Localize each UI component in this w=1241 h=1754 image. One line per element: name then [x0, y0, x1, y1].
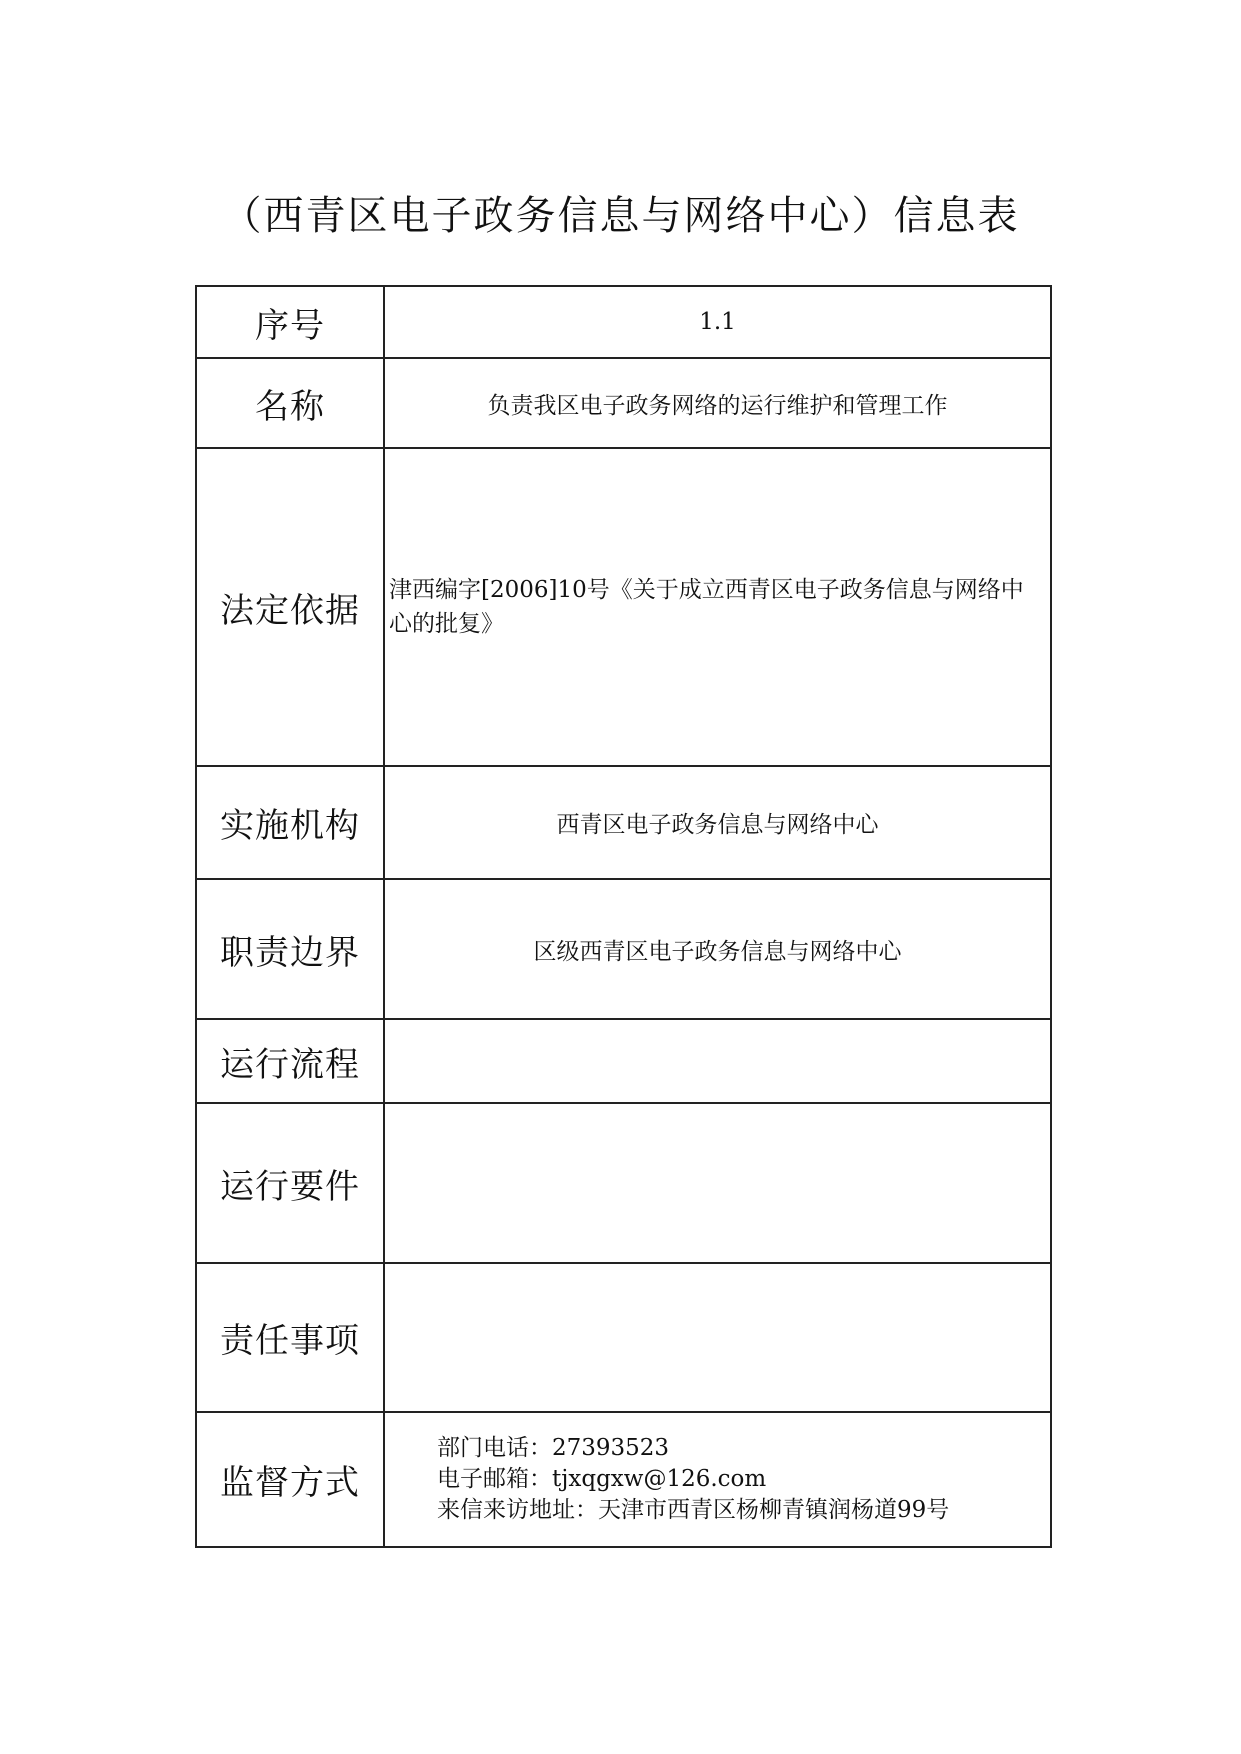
table-row-requirements	[196, 1103, 1051, 1263]
agency-value: 西青区电子政务信息与网络中心	[384, 766, 1051, 879]
table-row-name	[196, 358, 1051, 448]
info-table	[195, 285, 1052, 1548]
name-value: 负责我区电子政务网络的运行维护和管理工作	[384, 358, 1051, 448]
requirements-value	[384, 1103, 1051, 1263]
table-row-agency	[196, 766, 1051, 879]
table-row-legal-basis	[196, 448, 1051, 766]
process-value	[384, 1019, 1051, 1103]
table-row-supervision	[196, 1412, 1051, 1547]
supervision-email: 电子邮箱：tjxqgxw@126.com	[437, 1466, 767, 1492]
table-row-boundary	[196, 879, 1051, 1019]
serial-value: 1.1	[384, 286, 1051, 358]
name-label: 名称	[196, 358, 384, 448]
responsibilities-label: 责任事项	[196, 1263, 384, 1412]
legal-basis-label: 法定依据	[196, 448, 384, 766]
table-row-serial	[196, 286, 1051, 358]
boundary-value: 区级西青区电子政务信息与网络中心	[384, 879, 1051, 1019]
boundary-label: 职责边界	[196, 879, 384, 1019]
supervision-phone: 部门电话：27393523	[437, 1435, 670, 1461]
table-row-responsibilities	[196, 1263, 1051, 1412]
serial-label: 序号	[196, 286, 384, 358]
supervision-label: 监督方式	[196, 1412, 384, 1547]
process-label: 运行流程	[196, 1019, 384, 1103]
legal-basis-value: 津西编字[2006]10号《关于成立西青区电子政务信息与网络中心的批复》	[384, 448, 1051, 766]
table-row-process	[196, 1019, 1051, 1103]
supervision-value	[384, 1412, 1051, 1547]
responsibilities-value	[384, 1263, 1051, 1412]
document-title: （西青区电子政务信息与网络中心）信息表	[221, 193, 1020, 239]
agency-label: 实施机构	[196, 766, 384, 879]
requirements-label: 运行要件	[196, 1103, 384, 1263]
supervision-address: 来信来访地址：天津市西青区杨柳青镇润杨道99号	[437, 1497, 950, 1523]
